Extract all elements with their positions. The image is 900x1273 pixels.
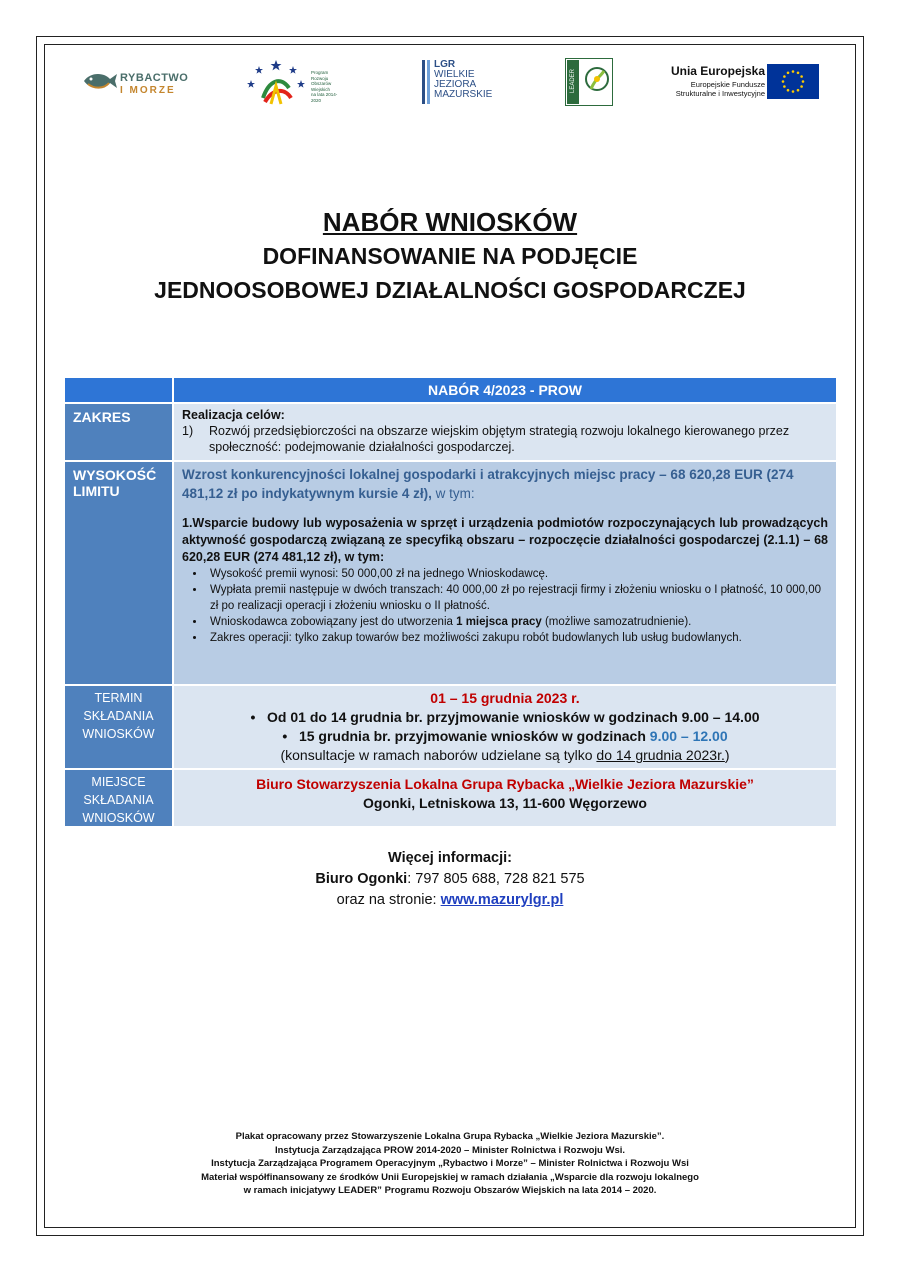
miejsce-row	[65, 770, 836, 826]
poster-title	[0, 205, 900, 307]
miejsce-label: MIEJSCE SKŁADANIA WNIOSKÓW	[65, 770, 172, 826]
wysokosc-label: WYSOKOŚĆ LIMITU	[65, 462, 172, 684]
rybactwo-i-morze-logo	[80, 58, 205, 108]
termin-row	[65, 686, 836, 768]
termin-dates: 01 – 15 grudnia 2023 r.	[430, 690, 580, 706]
list-item: • Wnioskodawca zobowiązany jest do utworzenia 1 miejsca pracy (możliwe samozatrudnienie).	[206, 614, 828, 630]
title-sub-1: DOFINANSOWANIE NA PODJĘCIE	[262, 243, 638, 269]
prow-emblem-icon	[245, 58, 307, 108]
miejsce-value	[174, 770, 836, 826]
eu-subtitle: Europejskie Fundusze Strukturalne i Inwestycyjne	[675, 80, 765, 98]
footer: Plakat opracowany przez Stowarzyszenie Lokalna Grupa Rybacka „Wielkie Jeziora Mazurskie”. Instytucja Zarządzająca PROW 2014-2020 – Minister Rolnictwa i Rozwoju Wsi. Instytucja Zarządzająca Programem Operacyjnym „Rybactwo i Morze” – Minister Rolnictwa i Rozwoju Wsi Materiał współfinansowany ze środków Unii Europejskiej w ramach działania „Wsparcie dla rozwoju lokalnego w ramach inicjatywy LEADER” Programu Rozwoju Obszarów Wiejskich na lata 2014 – 2020.	[201, 1131, 699, 1196]
website-link[interactable]: www.mazurylgr.pl	[440, 892, 564, 908]
termin-value	[174, 686, 836, 768]
list-item: • Wysokość premii wynosi: 50 000,00 zł na jednego Wnioskodawcę.	[206, 566, 828, 582]
zakres-heading: Realizacja celów:	[182, 408, 285, 422]
office-address: Ogonki, Letniskowa 13, 11-600 Węgorzewo	[363, 795, 647, 811]
prow-logo	[243, 58, 343, 108]
title-main: NABÓR WNIOSKÓW	[322, 207, 578, 237]
eu-flag-icon	[767, 64, 819, 99]
wysokosc-value	[174, 462, 836, 684]
leader-logo	[565, 58, 613, 106]
nabor-header: NABÓR 4/2023 - PROW	[174, 378, 836, 402]
wysokosc-point-1: 1.Wsparcie budowy lub wyposażenia w sprzęt i urządzenia podmiotów rozpoczynających lub prowadzących aktywność gospodarczą związaną ze specyfiką obszaru – rozpoczęcie działalności gospodarczej (2.1.1) – 68 620,28 EUR (274 481,12 zł), w tym:	[182, 516, 828, 564]
termin-note: (konsultacje w ramach naborów udzielane są tylko do 14 grudnia 2023r.)	[280, 747, 730, 763]
header-empty-cell	[65, 378, 172, 402]
wysokosc-bullets	[182, 566, 828, 646]
list-item: • Wypłata premii następuje w dwóch transzach: 40 000,00 zł po rejestracji firmy i złożeniu wniosku o I płatność, 10 000,00 zł po realizacji operacji i złożeniu wniosku o II płatność.	[206, 582, 828, 614]
fish-icon	[82, 70, 118, 92]
title-sub-2: JEDNOOSOBOWEJ DZIAŁALNOŚCI GOSPODARCZEJ	[154, 277, 746, 303]
eu-logo	[658, 58, 823, 108]
lgr-logo	[420, 58, 510, 108]
termin-line-2: • 15 grudnia br. przyjmowanie wniosków w godzinach 9.00 – 12.00	[282, 728, 728, 744]
zakres-value	[174, 404, 836, 460]
eu-title: Unia Europejska	[670, 64, 765, 78]
termin-line-1: • Od 01 do 14 grudnia br. przyjmowanie wniosków w godzinach 9.00 – 14.00	[250, 709, 760, 725]
rybactwo-logo-text: RYBACTWO	[120, 72, 189, 84]
leader-logo-text: LEADER	[570, 69, 576, 94]
office-name: Biuro Stowarzyszenia Lokalna Grupa Rybacka „Wielkie Jeziora Mazurskie”	[256, 776, 754, 792]
wysokosc-lead: Wzrost konkurencyjności lokalnej gospodarki i atrakcyjnych miejsc pracy – 68 620,28 EUR (274 481,12 zł po indykatywnym kursie 4 zł), w tym:	[182, 467, 794, 501]
wysokosc-row	[65, 462, 836, 684]
prow-logo-text: Program Rozwoju Obszarów Wiejskich na lata 2014-2020	[311, 70, 338, 103]
lgr-bar-icon	[422, 60, 432, 104]
table-header-row	[65, 378, 836, 402]
morze-logo-text: I MORZE	[120, 85, 176, 96]
zakres-label: ZAKRES	[65, 404, 172, 460]
logo-bar	[80, 58, 825, 108]
more-info-heading: Więcej informacji:	[388, 850, 512, 866]
zakres-item: 1) Rozwój przedsiębiorczości na obszarze wiejskim objętym strategią rozwoju lokalnego kierowanego przez społeczność: podejmowanie działalności gospodarczej.	[182, 424, 790, 454]
lgr-logo-text: LGR WIELKIE JEZIORA MAZURSKIE	[434, 59, 493, 100]
zakres-row	[65, 404, 836, 460]
termin-label: TERMIN SKŁADANIA WNIOSKÓW	[65, 686, 172, 768]
more-info-site: oraz na stronie: www.mazurylgr.pl	[336, 892, 564, 908]
list-item: • Zakres operacji: tylko zakup towarów bez możliwości zakupu robót budowlanych lub usług budowlanych.	[206, 630, 828, 646]
more-info-phones: Biuro Ogonki: 797 805 688, 728 821 575	[315, 871, 585, 887]
more-info	[0, 848, 900, 911]
